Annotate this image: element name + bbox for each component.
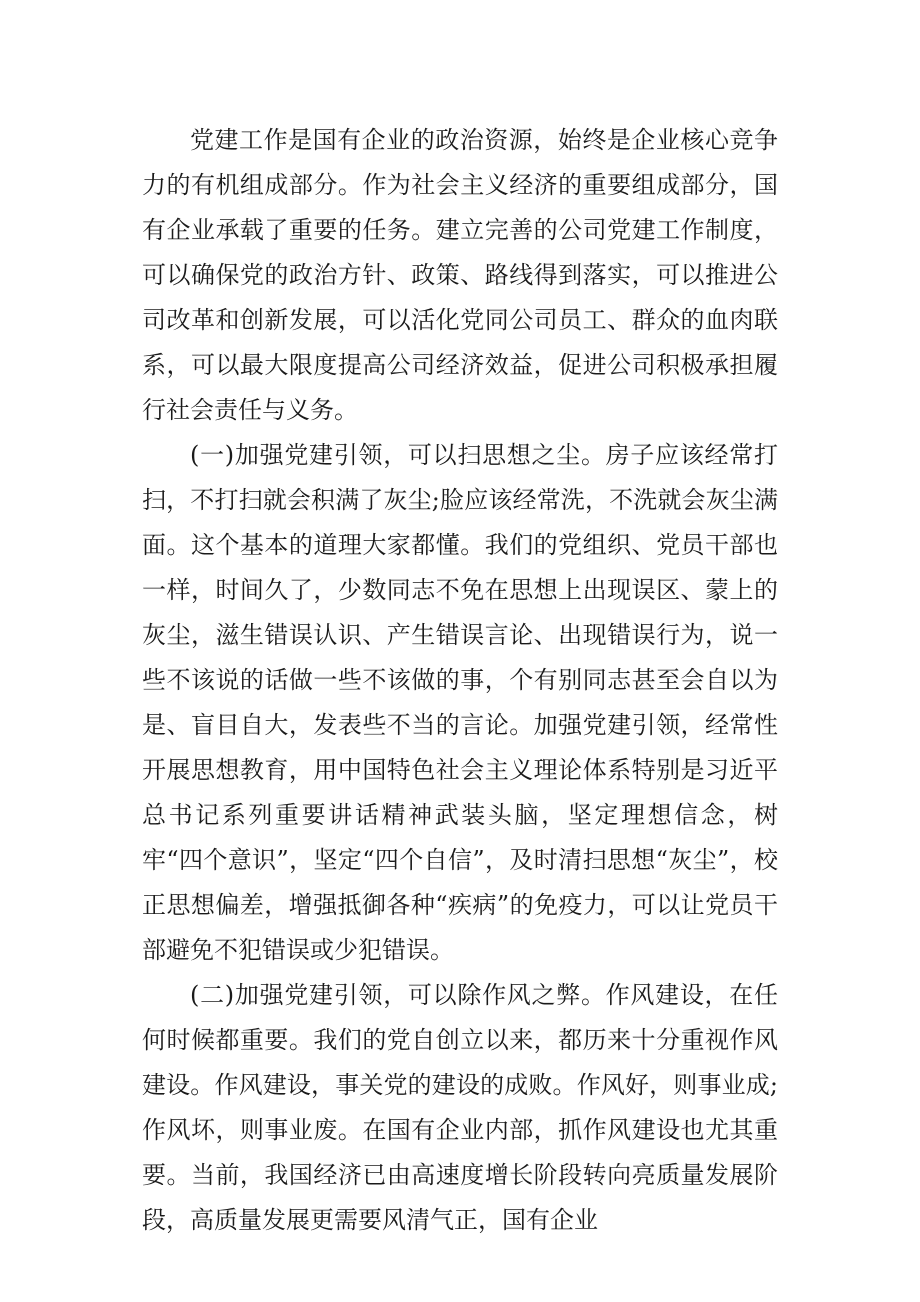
paragraph-intro: 党建工作是国有企业的政治资源，始终是企业核心竞争力的有机组成部分。作为社会主义经济的重要组成部分，国有企业承载了重要的任务。建立完善的公司党建工作制度，可以确保党的政治方针、政策、路线得到落实，可以推进公司改革和创新发展，可以活化党同公司员工、群众的血肉联系，可以最大限度提高公司经济效益，促进公司积极承担履行社会责任与义务。 [142, 126, 778, 424]
document-body [142, 118, 778, 1243]
paragraph-section-2: (二)加强党建引领，可以除作风之弊。作风建设，在任何时候都重要。我们的党自创立以来，都历来十分重视作风建设。作风建设，事关党的建设的成败。作风好，则事业成;作风坏，则事业废。在国有企业内部，抓作风建设也尤其重要。当前，我国经济已由高速度增长阶段转向亮质量发展阶段，高质量发展更需要风清气正，国有企业 [142, 981, 778, 1234]
paragraph-section-1: (一)加强党建引领，可以扫思想之尘。房子应该经常打扫，不打扫就会积满了灰尘;脸应该经常洗，不洗就会灰尘满面。这个基本的道理大家都懂。我们的党组织、党员干部也一样，时间久了，少数同志不免在思想上出现误区、蒙上的灰尘，滋生错误认识、产生错误言论、出现错误行为，说一些不该说的话做一些不该做的事，个有别同志甚至会自以为是、盲目自大，发表些不当的言论。加强党建引领，经常性开展思想教育，用中国特色社会主义理论体系特别是习近平总书记系列重要讲话精神武装头脑，坚定理想信念，树牢“四个意识”，坚定“四个自信”，及时清扫思想“灰尘”，校正思想偏差，增强抵御各种“疾病”的免疫力，可以让党员干部避免不犯错误或少犯错误。 [142, 441, 778, 964]
